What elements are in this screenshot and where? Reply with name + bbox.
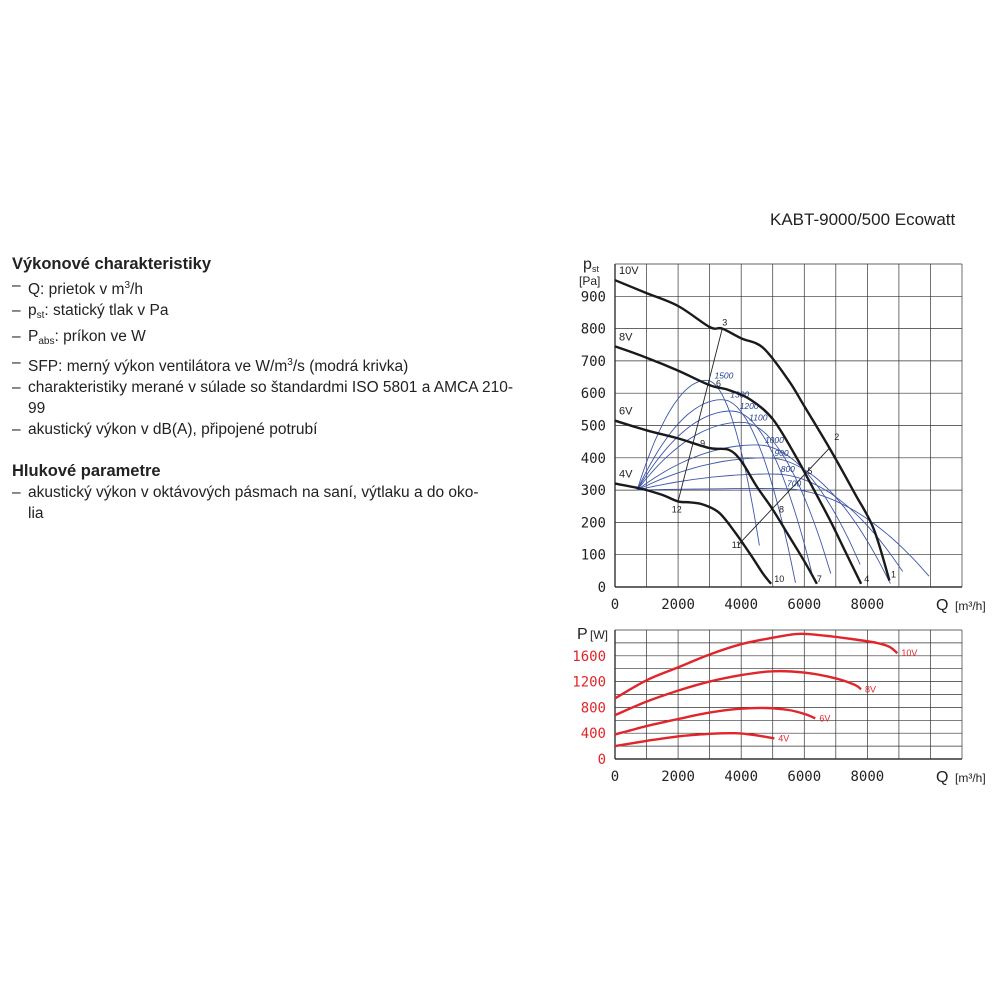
point-label: 12 xyxy=(671,504,682,515)
point-label: 4 xyxy=(864,574,870,585)
point-label: 10 xyxy=(774,574,785,585)
y-tick-label: 100 xyxy=(580,547,606,564)
series-label: 8V xyxy=(619,331,633,344)
point-label: 2 xyxy=(834,432,840,443)
list-item: – Q: prietok v $m^3/h$ xyxy=(12,277,143,298)
x-tick-label: 6000 xyxy=(787,597,822,613)
list-item: – akustický výkon v dB(A), připojené potrubí xyxy=(12,421,318,438)
pressure-curve-4v xyxy=(615,484,771,584)
series-label: 8V xyxy=(865,684,877,695)
x-tick-label: 0 xyxy=(610,597,620,613)
x-axis-title: Q xyxy=(936,597,949,614)
x-axis-unit: [m³/h] xyxy=(955,599,986,613)
series-label: 6V xyxy=(819,713,831,724)
y-axis-title: p xyxy=(583,256,592,273)
x-tick-label: 4000 xyxy=(724,769,759,785)
y-tick-label: 800 xyxy=(580,700,606,717)
y-tick-label: 200 xyxy=(580,515,606,532)
list-item: – SFP: merný výkon ventilátora ve $W/m^3/s$ (modrá krivka) xyxy=(12,354,409,375)
y-tick-label: 400 xyxy=(580,450,606,467)
sfp-curve-label: 1300 xyxy=(730,389,750,400)
sfp-curve-label: 900 xyxy=(774,447,789,458)
y-tick-label: 900 xyxy=(580,289,606,306)
list-item: – $p_{st}$: statický tlak v Pa xyxy=(12,302,169,321)
power-curve-6v xyxy=(615,708,815,735)
product-title: KABT-9000/500 Ecowatt xyxy=(770,210,956,229)
sfp-curve-label: 1500 xyxy=(714,370,734,381)
x-axis-title: Q xyxy=(936,769,949,786)
point-label: 7 xyxy=(816,574,822,585)
series-label: 4V xyxy=(778,733,790,744)
point-label: 9 xyxy=(700,438,706,449)
list-item: – charakteristiky merané v súlade so štandardmi ISO 5801 a AMCA 210-99 xyxy=(12,379,514,417)
list-item: – $P_{abs}$: príkon ve W xyxy=(12,328,146,347)
x-tick-label: 0 xyxy=(610,769,620,785)
series-label: 6V xyxy=(619,405,633,418)
x-tick-label: 6000 xyxy=(787,769,822,785)
point-label: 3 xyxy=(722,317,728,328)
sfp-curve-label: 1100 xyxy=(749,412,768,423)
noise-heading: Hlukové parametre xyxy=(12,462,161,480)
y-tick-label: 1200 xyxy=(572,674,606,691)
x-tick-label: 8000 xyxy=(850,597,885,613)
y-axis-unit: [Pa] xyxy=(579,274,601,288)
sfp-curve-label: 1000 xyxy=(764,434,784,445)
x-tick-label: 2000 xyxy=(661,597,695,613)
point-label: 1 xyxy=(891,569,897,580)
x-tick-label: 2000 xyxy=(661,769,695,785)
point-label: 11 xyxy=(731,540,742,551)
point-label: 6 xyxy=(715,378,721,389)
pressure-curve-6v xyxy=(615,421,817,584)
y-tick-label: 600 xyxy=(580,386,606,403)
power-curve-10v xyxy=(615,634,897,699)
y-tick-label: 700 xyxy=(580,353,606,370)
y-tick-label: 0 xyxy=(597,580,606,596)
y-axis-title-sub: st xyxy=(592,264,600,274)
series-label: 4V xyxy=(619,468,633,481)
sfp-curve xyxy=(637,422,831,573)
point-label: 8 xyxy=(779,504,785,515)
series-label: 10V xyxy=(901,648,918,659)
performance-heading: Výkonové charakteristiky xyxy=(12,255,212,273)
y-tick-label: 500 xyxy=(580,418,606,435)
x-tick-label: 8000 xyxy=(850,769,885,785)
sfp-curve-label: 800 xyxy=(780,463,795,474)
y-tick-label: 300 xyxy=(580,483,606,500)
y-axis-unit: [W] xyxy=(590,628,608,642)
sfp-curve-label: 700 xyxy=(787,478,802,489)
y-tick-label: 1600 xyxy=(572,648,606,665)
x-axis-unit: [m³/h] xyxy=(955,771,986,785)
y-tick-label: 0 xyxy=(597,752,606,768)
y-axis-title: P xyxy=(577,626,588,643)
y-tick-label: 800 xyxy=(580,321,606,338)
point-label: 5 xyxy=(807,465,813,476)
x-tick-label: 4000 xyxy=(724,597,759,613)
series-label: 10V xyxy=(619,265,639,278)
y-tick-label: 400 xyxy=(580,726,606,743)
operating-line xyxy=(678,329,722,502)
sfp-curve-label: 1200 xyxy=(739,400,759,411)
list-item: – akustický výkon v oktávových pásmach na saní, výtlaku a do oko- lia xyxy=(12,484,479,522)
sfp-curve xyxy=(637,445,860,565)
power-curve-4v xyxy=(615,733,774,746)
